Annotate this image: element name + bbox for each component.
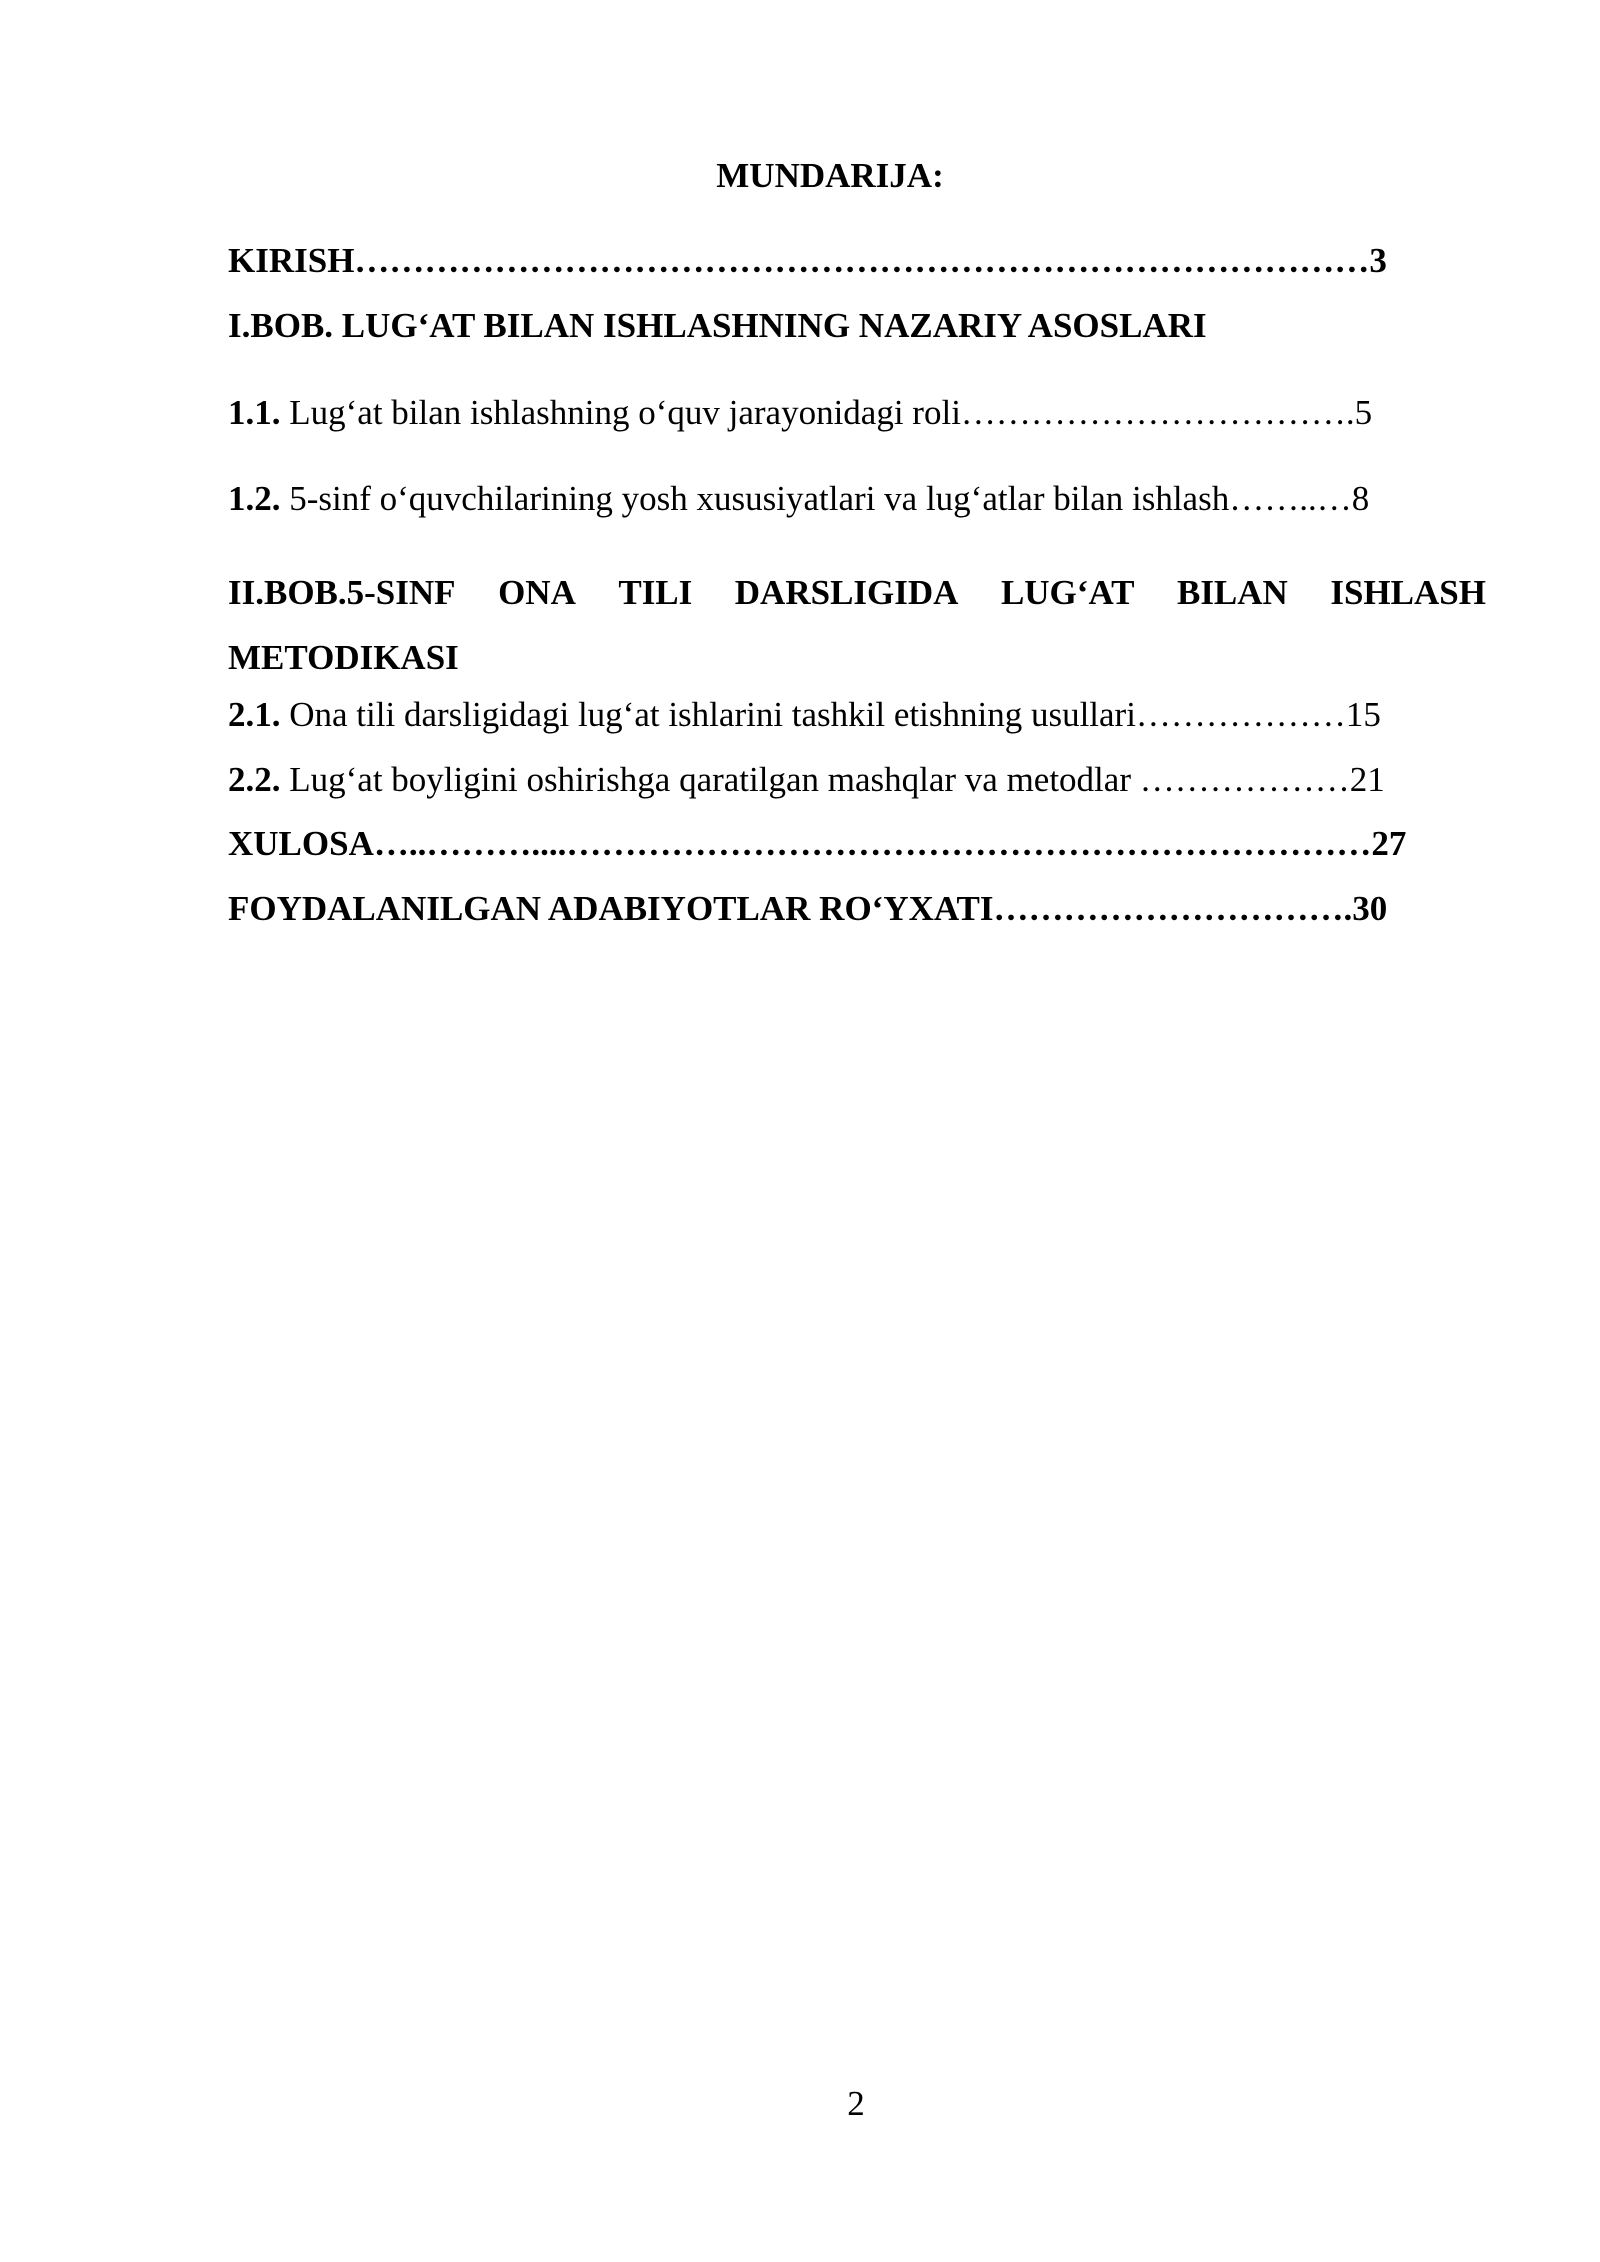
title-word: DARSLIGIDA [734,573,959,612]
toc-entry-1-2 [228,475,1486,523]
toc-entry-number: 1.2. [228,479,281,518]
toc-chapter-1-title: I.BOB. LUG‘AT BILAN ISHLASHNING NAZARIY ASOSLARI [228,306,1207,345]
toc-entry-text: Ona tili darsligidagi lug‘at ishlarini tashkil etishning usullari………………15 [280,695,1381,734]
page-number: 2 [847,2084,865,2123]
toc-entry-1-1 [228,389,1486,437]
toc-chapter-2-title [228,560,1486,690]
title-word: BILAN [1176,573,1288,612]
title-word: II.BOB.5-SINF [228,573,456,612]
toc-entry-references: FOYDALANILGAN ADABIYOTLAR RO‘YXATI………………………….30 [228,889,1388,928]
title-word: TILI [618,573,693,612]
title-word: ISHLASH [1330,573,1486,612]
toc-entry-2-2 [228,756,1486,804]
page-title: MUNDARIJA: [716,156,944,195]
toc-entry-number: 2.1. [228,695,281,734]
toc-entry-intro: KIRISH……………………………………………………………………………3 [228,241,1387,280]
toc-chapter-2-title-line-2: METODIKASI [228,638,459,677]
toc-entry-2-1 [228,691,1486,739]
toc-entry-text: Lug‘at bilan ishlashning o‘quv jarayonidagi roli…………………………….5 [280,393,1373,432]
toc-entry-number: 2.2. [228,760,281,799]
toc-chapter-2-title-line-1 [228,560,1486,625]
toc-entry-text: Lug‘at boyligini oshirishga qaratilgan mashqlar va metodlar ………………21 [280,760,1385,799]
toc-entry-number: 1.1. [228,393,281,432]
toc-entry-conclusion: XULOSA…..………....……………………………………………………………27 [228,824,1407,863]
title-word: ONA [498,573,576,612]
title-word: LUG‘AT [1000,573,1135,612]
toc-entry-text: 5-sinf o‘quvchilarining yosh xususiyatlari va lug‘atlar bilan ishlash……..…8 [280,479,1370,518]
